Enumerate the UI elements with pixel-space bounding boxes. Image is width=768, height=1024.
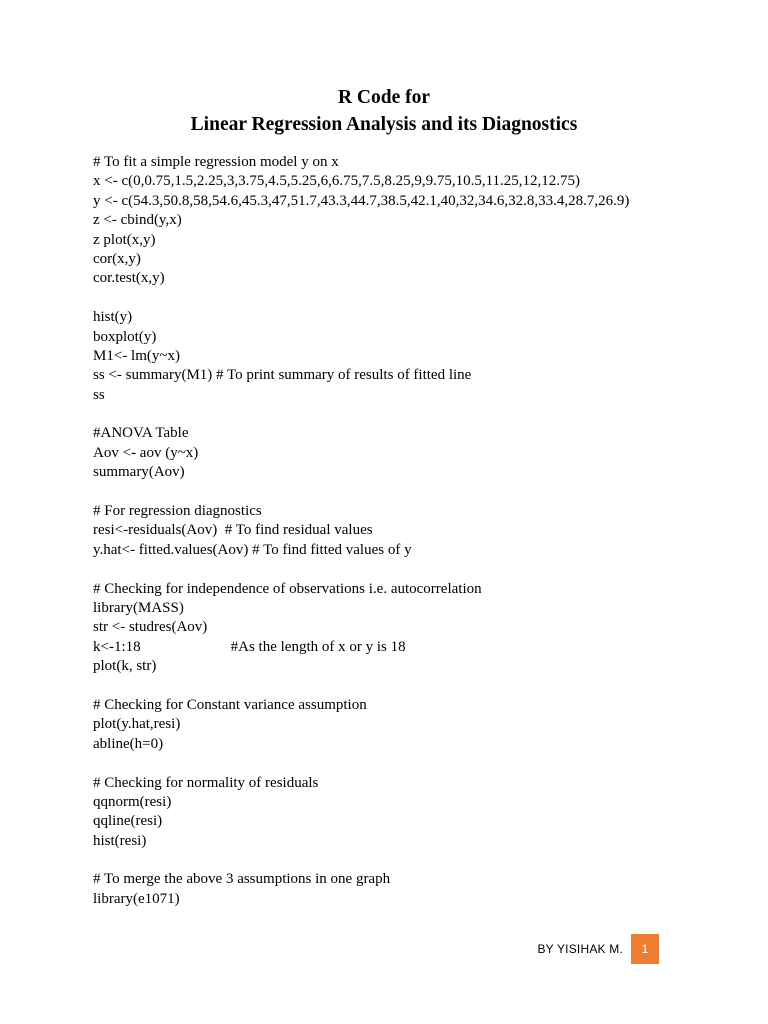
code-line: k<-1:18 #As the length of x or y is 18 (93, 638, 406, 655)
code-line: Aov <- aov (y~x) (93, 444, 199, 461)
code-line: library(MASS) (93, 599, 184, 616)
code-line: #ANOVA Table (93, 425, 189, 442)
code-line: plot(y.hat,resi) (93, 716, 181, 733)
code-line: abline(h=0) (93, 735, 164, 752)
code-line: cor.test(x,y) (93, 270, 165, 287)
page-footer (0, 934, 768, 964)
code-line: # For regression diagnostics (93, 503, 262, 520)
code-line: M1<- lm(y~x) (93, 347, 180, 364)
document-title-line-1: R Code for (337, 87, 431, 108)
code-line: y.hat<- fitted.values(Aov) # To find fitted values of y (93, 541, 412, 558)
code-line: z <- cbind(y,x) (93, 212, 182, 229)
code-line (93, 289, 733, 308)
code-line: hist(y) (93, 309, 133, 326)
page-number-badge: 1 (631, 934, 659, 964)
code-line: z plot(x,y) (93, 231, 156, 248)
code-line: cor(x,y) (93, 250, 141, 267)
code-line (93, 405, 733, 424)
code-line: library(e1071) (93, 890, 180, 907)
code-line: str <- studres(Aov) (93, 619, 208, 636)
code-line (93, 851, 733, 870)
code-line: # To fit a simple regression model y on x (93, 154, 339, 170)
code-line: # To merge the above 3 assumptions in one graph (93, 871, 391, 888)
code-line: # Checking for independence of observations i.e. autocorrelation (93, 580, 482, 597)
code-line: # Checking for normality of residuals (93, 774, 319, 791)
code-line (93, 677, 733, 696)
code-line (93, 560, 733, 579)
code-line: # Checking for Constant variance assumption (93, 696, 367, 713)
code-line: ss (93, 386, 105, 403)
document-title-line-2: Linear Regression Analysis and its Diagnostics (190, 114, 578, 135)
code-line: ss <- summary(M1) # To print summary of results of fitted line (93, 367, 472, 384)
code-line: resi<-residuals(Aov) # To find residual values (93, 522, 373, 539)
code-line (93, 754, 733, 773)
code-line: plot(k, str) (93, 658, 157, 675)
footer-author: BY YISIHAK M. (537, 942, 623, 956)
code-line (93, 483, 733, 502)
code-line: boxplot(y) (93, 328, 157, 345)
code-line: qqnorm(resi) (93, 793, 172, 810)
code-line: x <- c(0,0.75,1.5,2.25,3,3.75,4.5,5.25,6,6.75,7.5,8.25,9,9.75,10.5,11.25,12,12.75) (93, 173, 581, 190)
code-line: summary(Aov) (93, 464, 185, 481)
code-listing (93, 153, 733, 909)
code-line: y <- c(54.3,50.8,58,54.6,45.3,47,51.7,43.3,44.7,38.5,42.1,40,32,34.6,32.8,33.4,28.7,26.9) (93, 192, 630, 209)
code-line: qqline(resi) (93, 813, 163, 830)
code-line: hist(resi) (93, 832, 147, 849)
